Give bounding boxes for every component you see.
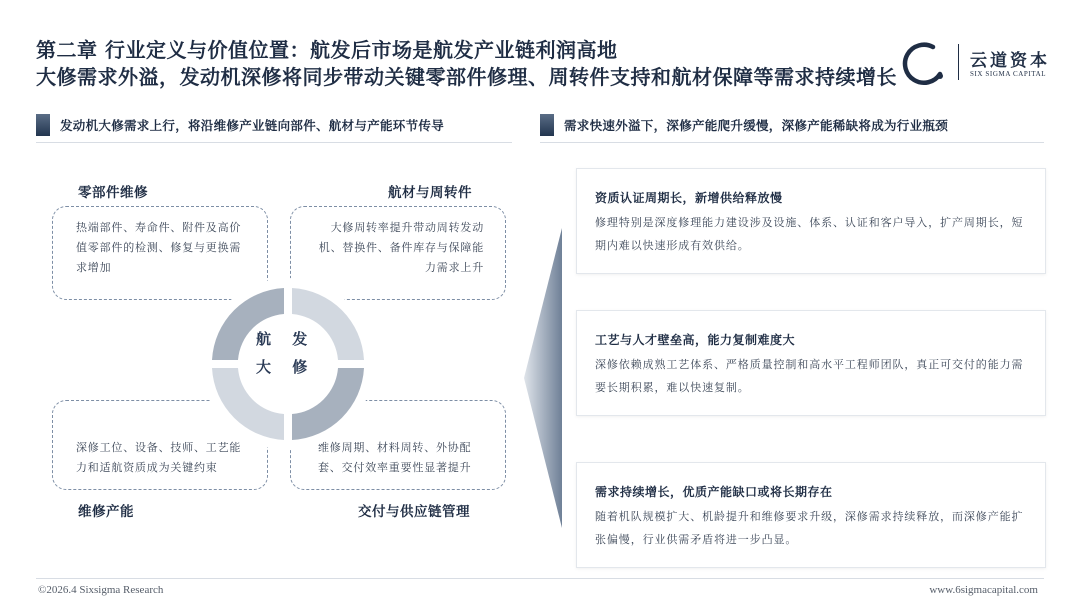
insight-card-title: 工艺与人才壁垒高，能力复制难度大 xyxy=(595,333,796,347)
quadrant-text-bottom-right: 维修周期、材料周转、外协配套、交付效率重要性显著提升 xyxy=(318,441,472,474)
page-title: 第二章 行业定义与价值位置：航发后市场是航发产业链利润高地 xyxy=(36,38,618,62)
left-heading-divider xyxy=(36,142,512,143)
center-label-line1: 航 发 xyxy=(256,330,316,348)
insight-card xyxy=(576,462,1046,568)
quadrant-title-materials: 航材与周转件 xyxy=(388,185,472,201)
insight-card-text: 随着机队规模扩大、机龄提升和维修要求升级，深修需求持续释放，而深修产能扩张偏慢，行业供需矛盾将进一步凸显。 xyxy=(595,510,1024,546)
heading-bar xyxy=(540,114,554,136)
right-section-heading xyxy=(540,114,948,136)
quadrant-text-bottom-left: 深修工位、设备、技师、工艺能力和适航资质成为关键约束 xyxy=(76,441,242,474)
insight-card-text: 深修依赖成熟工艺体系、严格质量控制和高水平工程师团队，真正可交付的能力需要长期积累，难以快速复制。 xyxy=(595,358,1024,394)
insight-card xyxy=(576,310,1046,416)
insight-card-text: 修理特别是深度修理能力建设涉及设施、体系、认证和客户导入，扩产周期长，短期内难以快速形成有效供给。 xyxy=(595,216,1024,252)
left-section-heading xyxy=(36,114,444,136)
insight-card xyxy=(576,168,1046,274)
quadrant-title-delivery: 交付与供应链管理 xyxy=(358,504,470,520)
footer-divider xyxy=(36,578,1044,579)
logo-name-en: SIX SIGMA CAPITAL xyxy=(970,70,1047,78)
center-label-line2: 大 修 xyxy=(256,358,316,376)
funnel-connector-shape xyxy=(510,228,562,528)
insight-card-title: 需求持续增长，优质产能缺口或将长期存在 xyxy=(595,485,833,499)
quadrant-text-top-right: 大修周转率提升带动周转发动机、替换件、备件库存与保障能力需求上升 xyxy=(318,221,484,274)
logo-divider xyxy=(958,44,959,80)
quadrant-title-parts-repair: 零部件维修 xyxy=(78,185,148,201)
heading-bar xyxy=(36,114,50,136)
left-heading-text: 发动机大修需求上行，将沿维修产业链向部件、航材与产能环节传导 xyxy=(60,118,445,133)
right-heading-text: 需求快速外溢下，深修产能爬升缓慢，深修产能稀缺将成为行业瓶颈 xyxy=(564,118,949,133)
footer-copyright: ©2026.4 Sixsigma Research xyxy=(38,584,164,596)
page-subtitle: 大修需求外溢，发动机深修将同步带动关键零部件修理、周转件支持和航材保障等需求持续增长 xyxy=(36,65,897,89)
logo-name-cn: 云道资本 xyxy=(970,51,1050,71)
quadrant-title-capacity: 维修产能 xyxy=(78,504,134,520)
right-heading-divider xyxy=(540,142,1044,143)
crescent-logo-icon xyxy=(900,40,946,86)
insight-card-title: 资质认证周期长，新增供给释放慢 xyxy=(595,191,783,205)
footer-website-link[interactable]: www.6sigmacapital.com xyxy=(929,584,1038,596)
quadrant-text-top-left: 热端部件、寿命件、附件及高价值零部件的检测、修复与更换需求增加 xyxy=(76,221,242,274)
